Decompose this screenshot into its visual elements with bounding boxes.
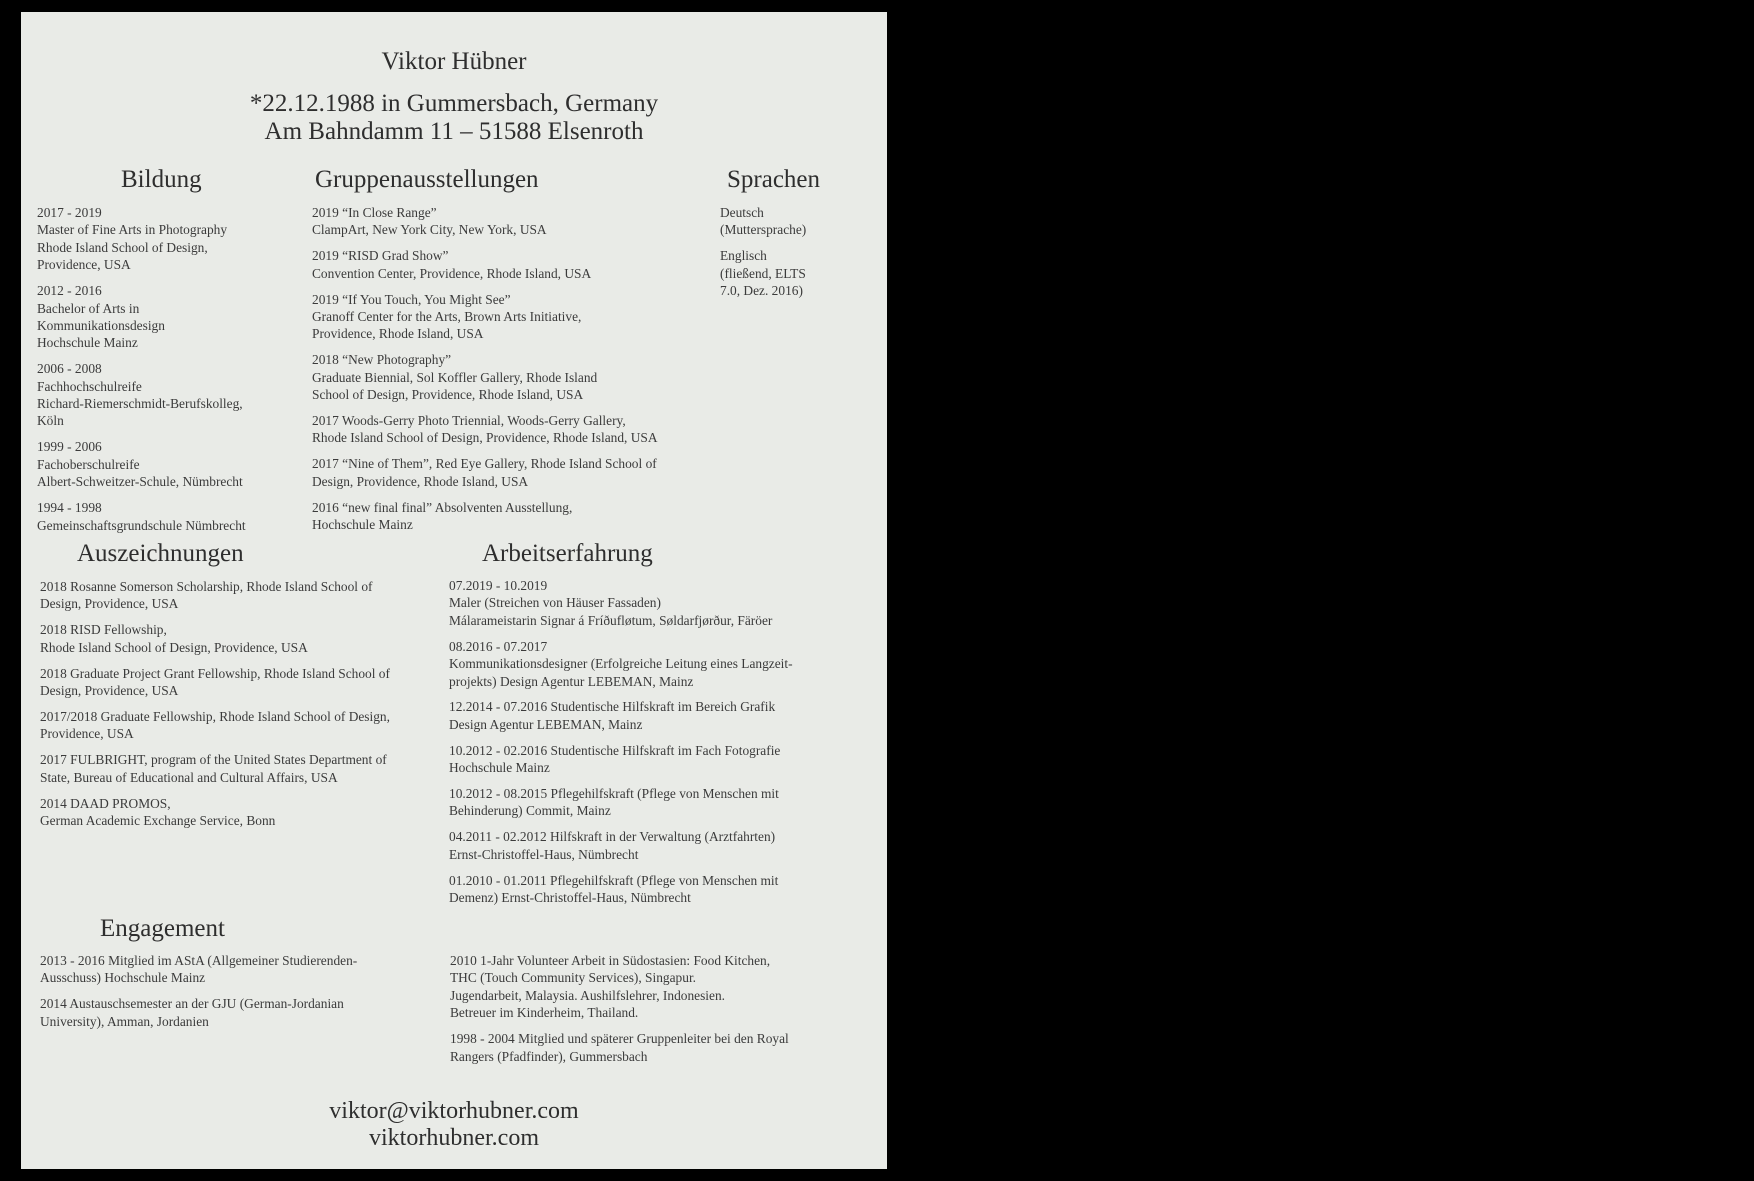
list-item-line: 2017/2018 Graduate Fellowship, Rhode Island School of Design, [40,708,390,724]
list-item-line: Granoff Center for the Arts, Brown Arts Initiative, [312,309,582,325]
section-title-engagement: Engagement [100,915,225,942]
list-item-line: Providence, Rhode Island, USA [312,326,484,342]
list-item-line: 10.2012 - 08.2015 Pflegehilfskraft (Pflege von Menschen mit [449,786,779,802]
section-title-auszeichnungen: Auszeichnungen [77,540,244,567]
contact-email[interactable]: viktor@viktorhubner.com [329,1098,579,1124]
list-item [449,577,879,629]
list-item-line: 2010 1-Jahr Volunteer Arbeit in Südostasien: Food Kitchen, [450,953,771,968]
contact-website[interactable]: viktorhubner.com [369,1125,539,1151]
list-item-line: Ausschuss) Hochschule Mainz [40,970,206,986]
list-item [40,795,440,830]
list-item-line: Maler (Streichen von Häuser Fassaden) [449,595,661,611]
list-item-line: 01.2010 - 01.2011 Pflegehilfskraft (Pflege von Menschen mit [449,872,779,888]
list-item-line: 2017 - 2019 [37,205,102,220]
address-line: Am Bahndamm 11 – 51588 Elsenroth [264,118,644,145]
list-item-line: 04.2011 - 02.2012 Hilfskraft in der Verwaltung (Arztfahrten) [449,829,776,845]
list-item-line: School of Design, Providence, Rhode Island, USA [312,387,584,403]
list-item [312,412,712,447]
list-item [312,247,712,282]
list-item-line: 2012 - 2016 [37,283,102,299]
list-item [720,247,870,299]
list-item [449,828,879,863]
bildung-list [37,204,287,542]
list-item-line: 2017 FULBRIGHT, program of the United States Department of [40,752,387,768]
list-item [720,204,870,239]
list-item-line: 08.2016 - 07.2017 [449,638,548,654]
list-item [449,785,879,820]
list-item-line: Fachhochschulreife [37,378,142,394]
list-item [312,499,712,534]
list-item-line: 2019 “If You Touch, You Might See” [312,291,511,307]
list-item-line: 2013 - 2016 Mitglied im AStA (Allgemeiner Studierenden- [40,953,358,968]
engagement-right-list [450,952,880,1073]
list-item-line: 2014 DAAD PROMOS, [40,795,171,811]
gruppenausstellungen-list [312,204,712,542]
birth-line: *22.12.1988 in Gummersbach, Germany [249,90,659,117]
cv-paper [21,12,887,1169]
list-item-line: Málarameistarin Signar á Fríðufløtum, Søldarfjørður, Färöer [449,612,773,628]
list-item-line: 2019 “In Close Range” [312,205,437,220]
list-item-line: Design, Providence, USA [40,683,179,699]
list-item-line: 1998 - 2004 Mitglied und späterer Gruppenleiter bei den Royal [450,1031,789,1047]
list-item-line: Jugendarbeit, Malaysia. Aushilfslehrer, Indonesien. [450,987,726,1003]
person-name: Viktor Hübner [381,48,527,75]
list-item-line: THC (Touch Community Services), Singapur. [450,970,697,986]
list-item-line: 2006 - 2008 [37,361,102,377]
list-item [312,291,712,343]
section-title-arbeitserfahrung: Arbeitserfahrung [482,540,653,567]
list-item-line: Hochschule Mainz [37,335,138,351]
list-item [312,204,712,239]
list-item [40,621,440,656]
engagement-left-list [40,952,440,1039]
list-item [312,351,712,403]
list-item [37,499,287,534]
list-item-line: 2017 Woods-Gerry Photo Triennial, Woods-Gerry Gallery, [312,413,626,429]
list-item-line: 2018 RISD Fellowship, [40,622,167,638]
list-item-line: Richard-Riemerschmidt-Berufskolleg, [37,396,243,412]
list-item-line: 2018 Rosanne Somerson Scholarship, Rhode Island School of [40,579,373,594]
list-item-line: Kommunikationsdesigner (Erfolgreiche Leitung eines Langzeit- [449,656,793,672]
list-item-line: 2017 “Nine of Them”, Red Eye Gallery, Rhode Island School of [312,456,657,472]
list-item [40,751,440,786]
list-item-line: Albert-Schweitzer-Schule, Nümbrecht [37,474,243,490]
list-item-line: 2014 Austauschsemester an der GJU (German-Jordanian [40,996,344,1012]
list-item-line: Hochschule Mainz [312,517,413,533]
sprachen-list [720,204,870,308]
list-item-line: 2018 Graduate Project Grant Fellowship, Rhode Island School of [40,665,390,681]
list-item [449,742,879,777]
list-item-line: 07.2019 - 10.2019 [449,578,548,593]
list-item-line: Demenz) Ernst-Christoffel-Haus, Nümbrecht [449,890,691,906]
list-item-line: 2019 “RISD Grad Show” [312,248,449,264]
list-item-line: German Academic Exchange Service, Bonn [40,812,276,828]
list-item-line: 1999 - 2006 [37,439,102,455]
list-item [37,438,287,490]
list-item-line: 1994 - 1998 [37,500,102,516]
list-item-line: Betreuer im Kinderheim, Thailand. [450,1005,639,1021]
list-item-line: Köln [37,413,64,429]
list-item [450,952,880,1022]
list-item [37,282,287,352]
list-item [40,665,440,700]
section-title-gruppenausstellungen: Gruppenausstellungen [315,166,539,193]
list-item-line: (Muttersprache) [720,222,807,238]
list-item [40,578,440,613]
list-item [449,872,879,907]
list-item-line: Rhode Island School of Design, Providence, USA [40,639,308,655]
list-item [37,204,287,274]
list-item-line: Kommunikationsdesign [37,317,165,333]
list-item-line: Rangers (Pfadfinder), Gummersbach [450,1048,648,1064]
list-item [312,455,712,490]
list-item-line: State, Bureau of Educational and Cultural Affairs, USA [40,769,338,785]
section-title-sprachen: Sprachen [727,166,821,193]
list-item-line: Providence, USA [37,257,131,273]
list-item-line: Fachoberschulreife [37,456,140,472]
list-item-line: Master of Fine Arts in Photography [37,222,228,238]
list-item-line: Rhode Island School of Design, Providence, Rhode Island, USA [312,430,658,446]
list-item-line: Ernst-Christoffel-Haus, Nümbrecht [449,846,639,862]
contact-block [21,1098,887,1152]
list-item-line: 10.2012 - 02.2016 Studentische Hilfskraft im Fach Fotografie [449,742,781,758]
list-item [450,1030,880,1065]
list-item-line: 2016 “new final final” Absolventen Ausstellung, [312,499,573,515]
list-item-line: Graduate Biennial, Sol Koffler Gallery, Rhode Island [312,369,598,385]
auszeichnungen-list [40,578,440,838]
list-item [40,708,440,743]
list-item-line: Convention Center, Providence, Rhode Island, USA [312,265,592,281]
list-item-line: Rhode Island School of Design, [37,239,208,255]
arbeitserfahrung-list [449,577,879,915]
list-item [37,360,287,430]
list-item-line: Bachelor of Arts in [37,300,140,316]
list-item-line: projekts) Design Agentur LEBEMAN, Mainz [449,673,694,689]
list-item-line: (fließend, ELTS [720,265,806,281]
list-item-line: Deutsch [720,205,764,220]
personal-info [21,90,887,146]
list-item-line: 12.2014 - 07.2016 Studentische Hilfskraft im Bereich Grafik [449,699,776,715]
list-item-line: Behinderung) Commit, Mainz [449,803,611,819]
list-item [449,698,879,733]
list-item-line: Providence, USA [40,726,134,742]
list-item-line: Gemeinschaftsgrundschule Nümbrecht [37,517,246,533]
list-item-line: Design, Providence, Rhode Island, USA [312,473,529,489]
section-title-bildung: Bildung [121,166,202,193]
list-item [40,952,440,987]
list-item-line: Design, Providence, USA [40,596,179,612]
list-item [449,638,879,690]
list-item-line: ClampArt, New York City, New York, USA [312,222,547,238]
list-item [40,995,440,1030]
list-item-line: 2018 “New Photography” [312,352,452,368]
list-item-line: 7.0, Dez. 2016) [720,283,803,299]
list-item-line: Englisch [720,248,767,264]
list-item-line: Hochschule Mainz [449,760,550,776]
list-item-line: University), Amman, Jordanien [40,1013,209,1029]
list-item-line: Design Agentur LEBEMAN, Mainz [449,716,643,732]
